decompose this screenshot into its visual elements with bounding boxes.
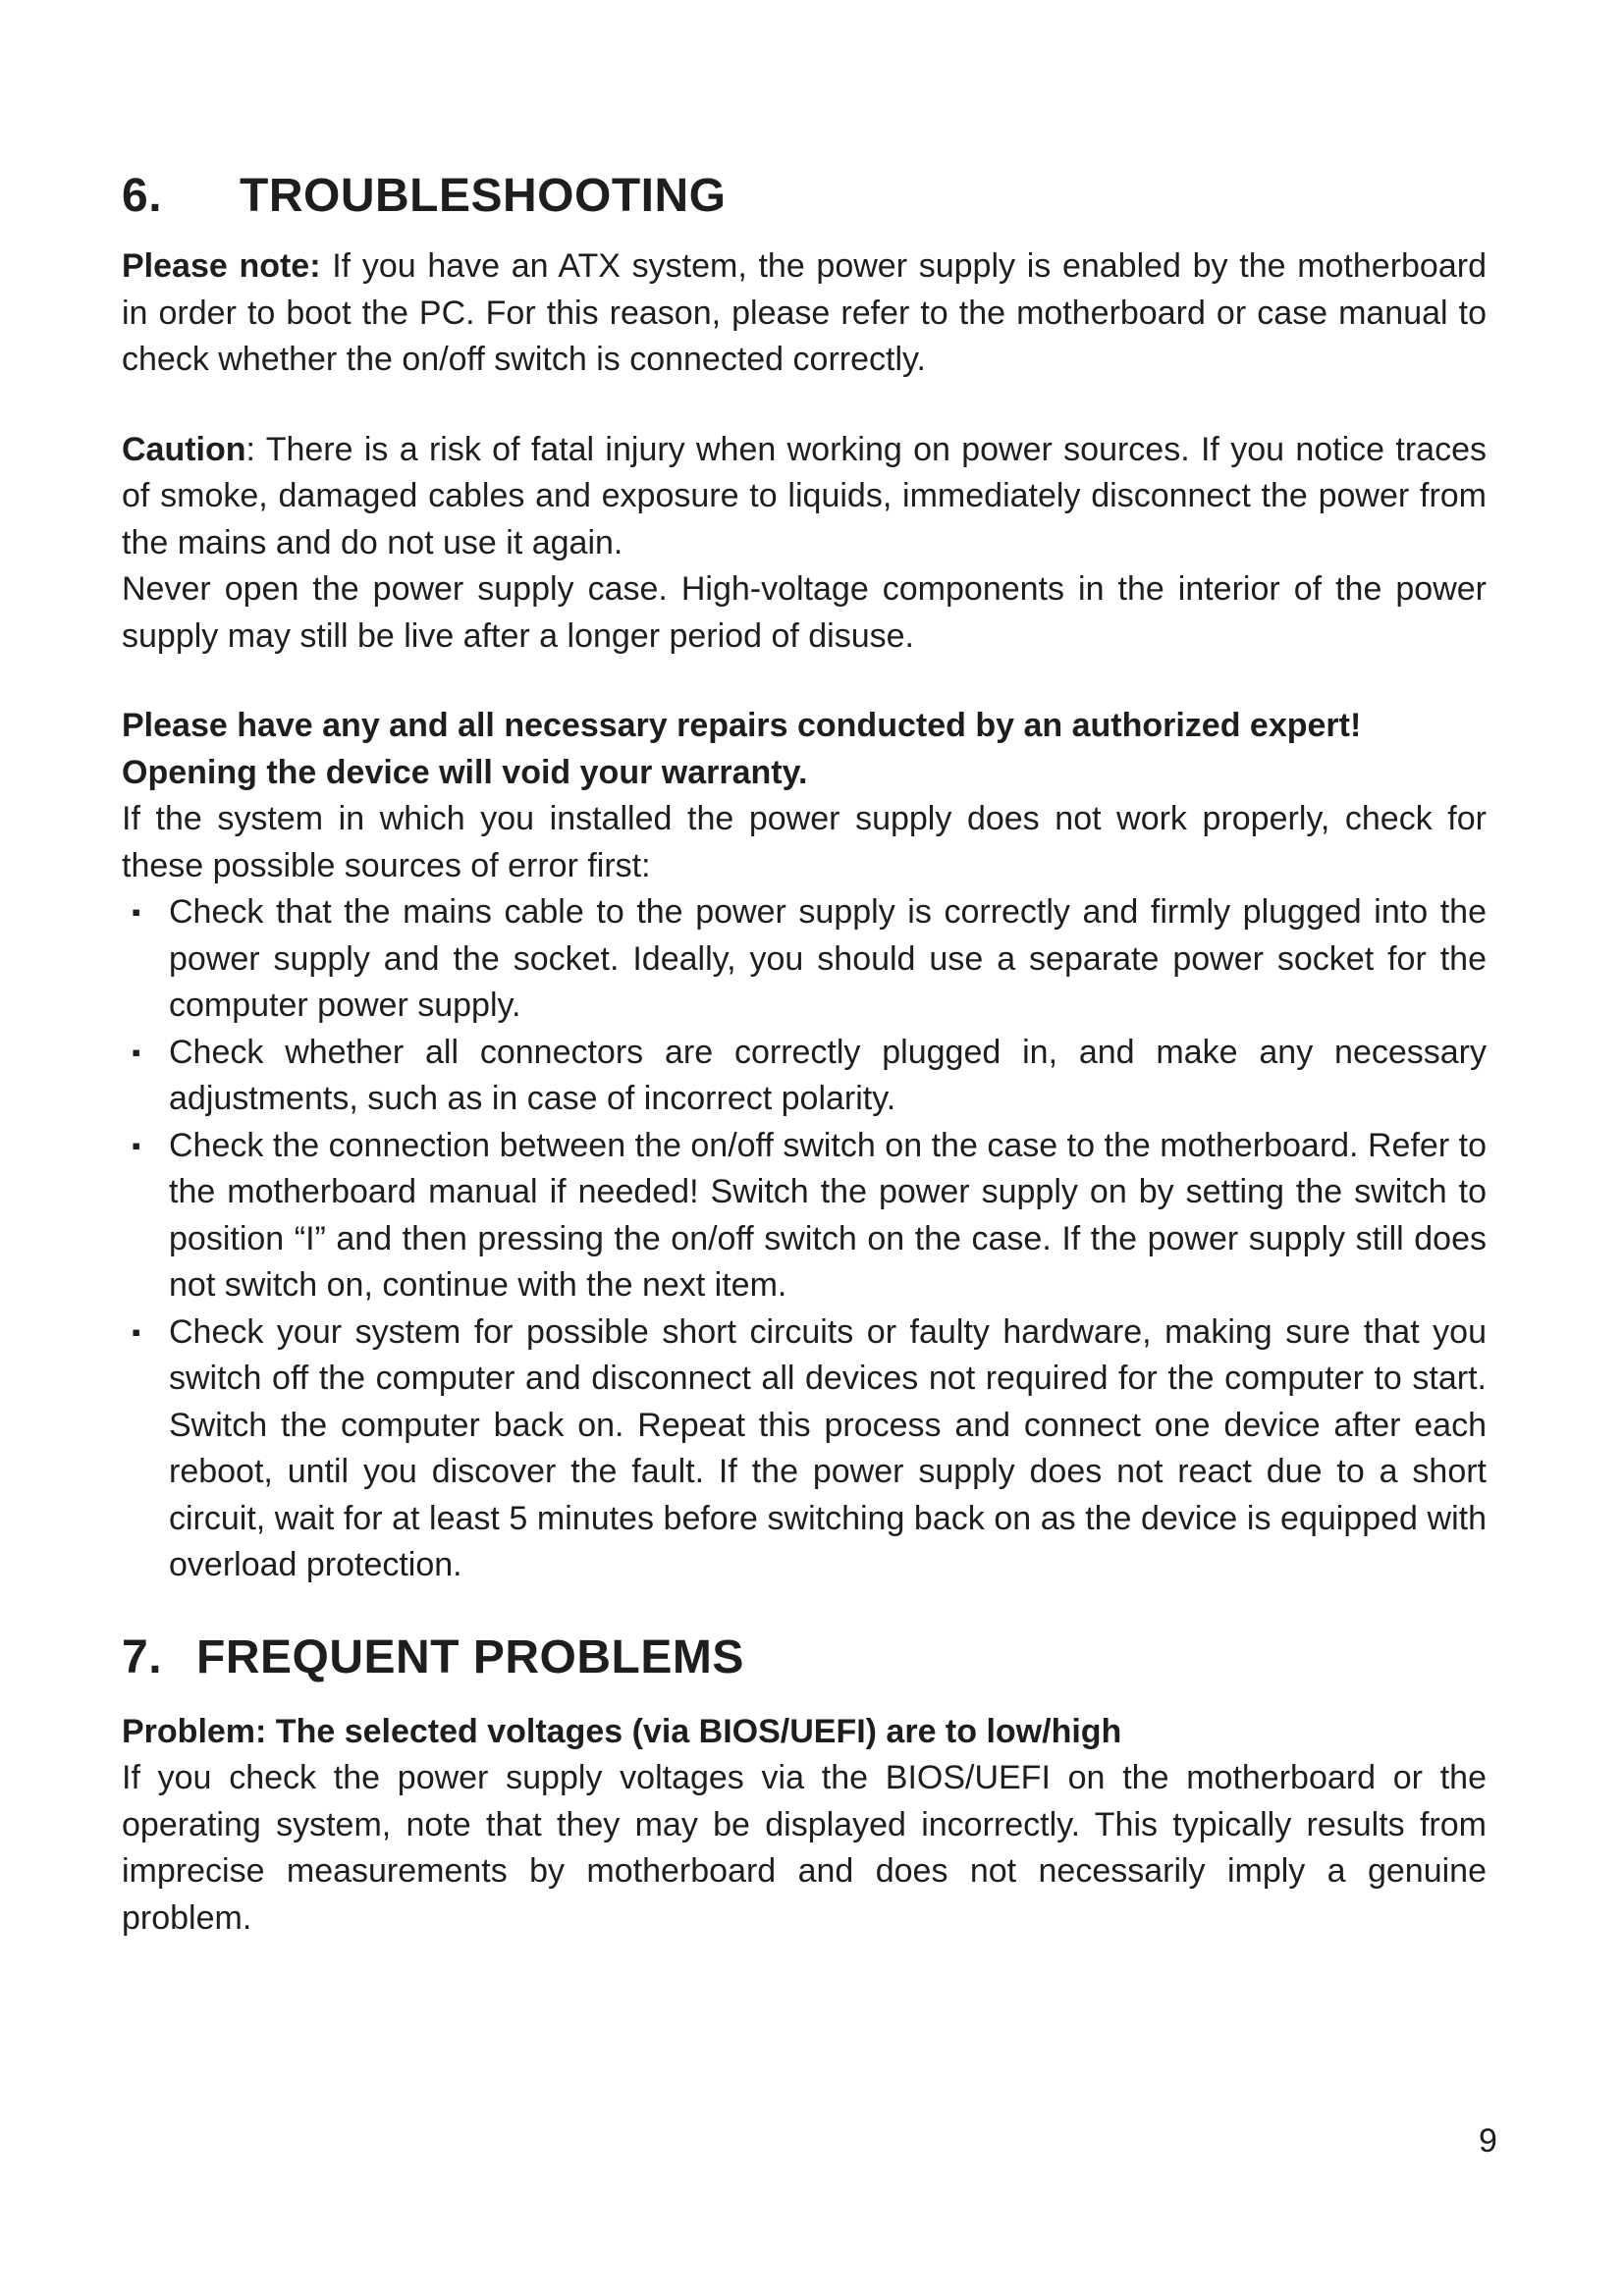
caution-paragraph xyxy=(122,427,1487,567)
section-title: FREQUENT PROBLEMS xyxy=(196,1630,744,1683)
list-item-text: Check whether all connectors are correctly plugged in, and make any necessary adjustments, such as in case of incorrect polarity. xyxy=(169,1033,1487,1117)
please-note-text: If you have an ATX system, the power supply is enabled by the motherboard in order to boot the PC. For this reason, please refer to the motherboard or case manual to check whether the on/off switch is connected correctly. xyxy=(122,247,1487,378)
list-item-text: Check your system for possible short circuits or faulty hardware, making sure that you switch off the computer and disconnect all devices not required for the computer to start. Switch the computer back on. Repeat this process and connect one device after each reboot, until you discover the fault. If the power supply does not react due to a short circuit, wait for at least 5 minutes before switching back on as the device is equipped with overload protection. xyxy=(169,1312,1487,1583)
please-note-paragraph xyxy=(122,243,1487,384)
section-heading-frequent-problems xyxy=(122,1629,1487,1687)
list-item-text: Check the connection between the on/off switch on the case to the motherboard. Refer to the motherboard manual if needed! Switch the power supply on by setting the switch to position “I” and then pressing the on/off switch on the case. If the power supply still does not switch on, continue with the next item. xyxy=(169,1126,1487,1304)
page-number: 9 xyxy=(1479,2122,1497,2160)
list-item xyxy=(122,1030,1487,1123)
caution-paragraph-2: Never open the power supply case. High-voltage components in the interior of the power supply may still be live after a longer period of disuse. xyxy=(122,570,1487,655)
list-item xyxy=(122,1123,1487,1309)
troubleshooting-intro: If the system in which you installed the power supply does not work properly, check for these possible sources of error first: xyxy=(122,800,1487,884)
section-number: 7. xyxy=(122,1630,163,1683)
section-title: TROUBLESHOOTING xyxy=(240,170,727,222)
check-list xyxy=(122,889,1487,1589)
list-item xyxy=(122,889,1487,1030)
section-heading-troubleshooting xyxy=(122,167,1487,226)
problem-title: Problem: The selected voltages (via BIOS/UEFI) are to low/high xyxy=(122,1712,1122,1750)
bullet-icon: ▪ xyxy=(132,897,141,927)
problem-text: If you check the power supply voltages via the BIOS/UEFI on the motherboard or the operating system, note that they may be displayed incorrectly. This typically results from imprecise measurements by motherboard and does not necessarily imply a genuine problem. xyxy=(122,1759,1487,1937)
section-number: 6. xyxy=(122,170,163,222)
caution-text: : There is a risk of fatal injury when working on power sources. If you notice traces of smoke, damaged cables and exposure to liquids, immediately disconnect the power from the mains and do not use it again. xyxy=(122,430,1487,561)
please-note-label: Please note: xyxy=(122,247,321,285)
list-item-text: Check that the mains cable to the power supply is correctly and firmly plugged into the power supply and the socket. Ideally, you should use a separate power socket for the computer power supply. xyxy=(169,893,1487,1024)
bullet-icon: ▪ xyxy=(132,1130,141,1160)
repair-warning: Please have any and all necessary repairs conducted by an authorized expert! Opening the device will void your warranty. xyxy=(122,707,1362,791)
bullet-icon: ▪ xyxy=(132,1316,141,1347)
bullet-icon: ▪ xyxy=(132,1037,141,1067)
manual-page xyxy=(122,167,1487,1942)
list-item xyxy=(122,1309,1487,1589)
caution-label: Caution xyxy=(122,430,246,468)
